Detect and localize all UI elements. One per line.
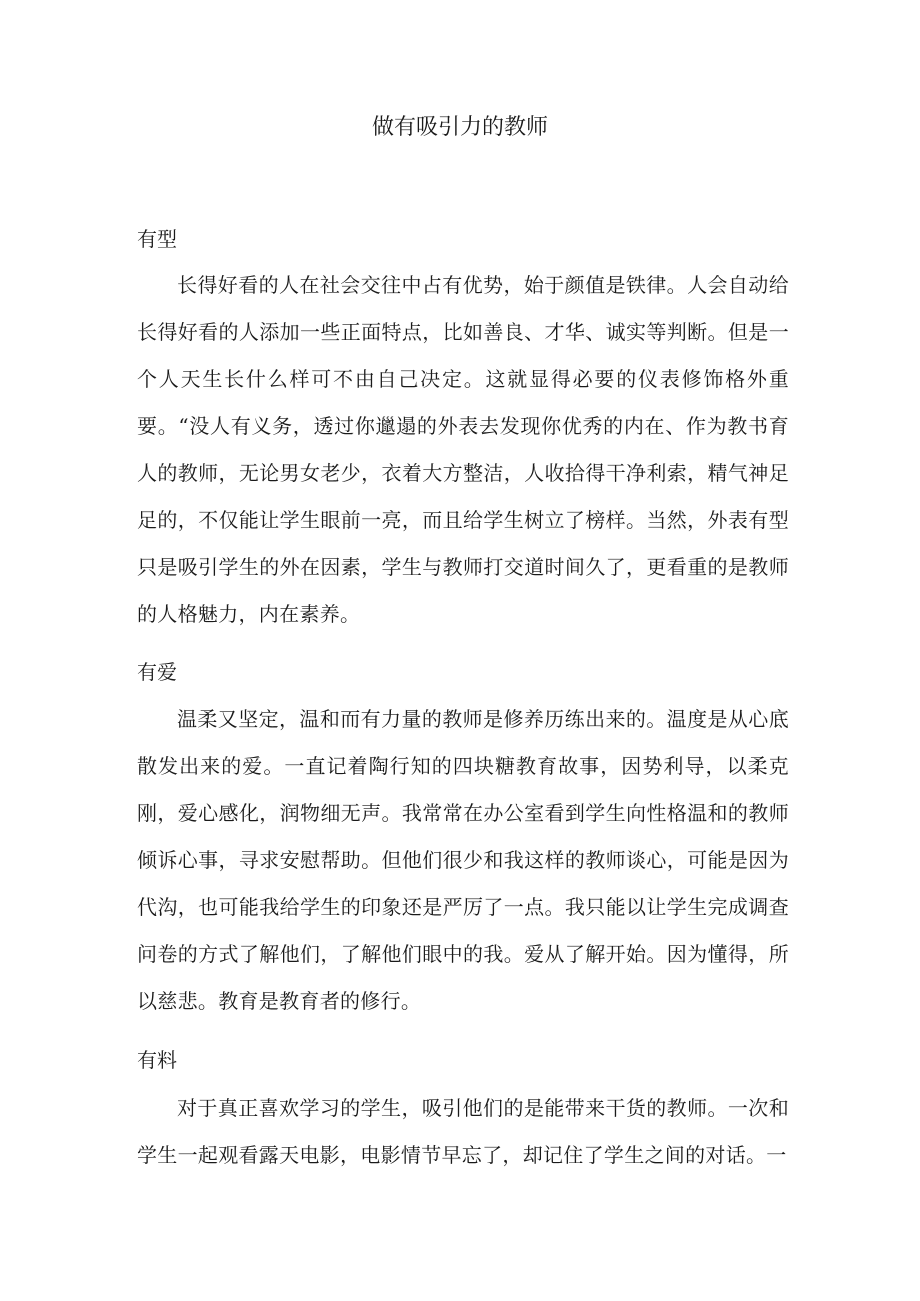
section-paragraph-youai: 温柔又坚定，温和而有力量的教师是修养历练出来的。温度是从心底散发出来的爱。一直记着陶行知的四块糖教育故事，因势利导，以柔克刚，爱心感化，润物细无声。我常常在办公室看到学生向性格温和的教师倾诉心事，寻求安慰帮助。但他们很少和我这样的教师谈心，可能是因为代沟，也可能我给学生的印象还是严厉了一点。我只能以让学生完成调查问卷的方式了解他们，了解他们眼中的我。爱从了解开始。因为懂得，所以慈悲。教育是教育者的修行。 bbox=[137, 707, 789, 1013]
section-heading-youxing: 有型 bbox=[137, 227, 177, 251]
section-heading-youai: 有爱 bbox=[137, 660, 177, 684]
section-heading-youliao: 有料 bbox=[137, 1048, 177, 1072]
document-title: 做有吸引力的教师 bbox=[371, 115, 548, 140]
section-paragraph-youxing: 长得好看的人在社会交往中占有优势，始于颜值是铁律。人会自动给长得好看的人添加一些正面特点，比如善良、才华、诚实等判断。但是一个人天生长什么样可不由自己决定。这就显得必要的仪表修饰格外重要。“没人有义务，透过你邋遢的外表去发现你优秀的内在、作为教书育人的教师，无论男女老少，衣着大方整洁，人收拾得干净利索，精气神足足的，不仅能让学生眼前一亮，而且给学生树立了榜样。当然，外表有型只是吸引学生的外在因素，学生与教师打交道时间久了，更看重的是教师的人格魅力，内在素养。 bbox=[137, 273, 789, 626]
section-paragraph-youliao: 对于真正喜欢学习的学生，吸引他们的是能带来干货的教师。一次和学生一起观看露天电影，电影情节早忘了，却记住了学生之间的对话。一 bbox=[137, 1096, 789, 1167]
